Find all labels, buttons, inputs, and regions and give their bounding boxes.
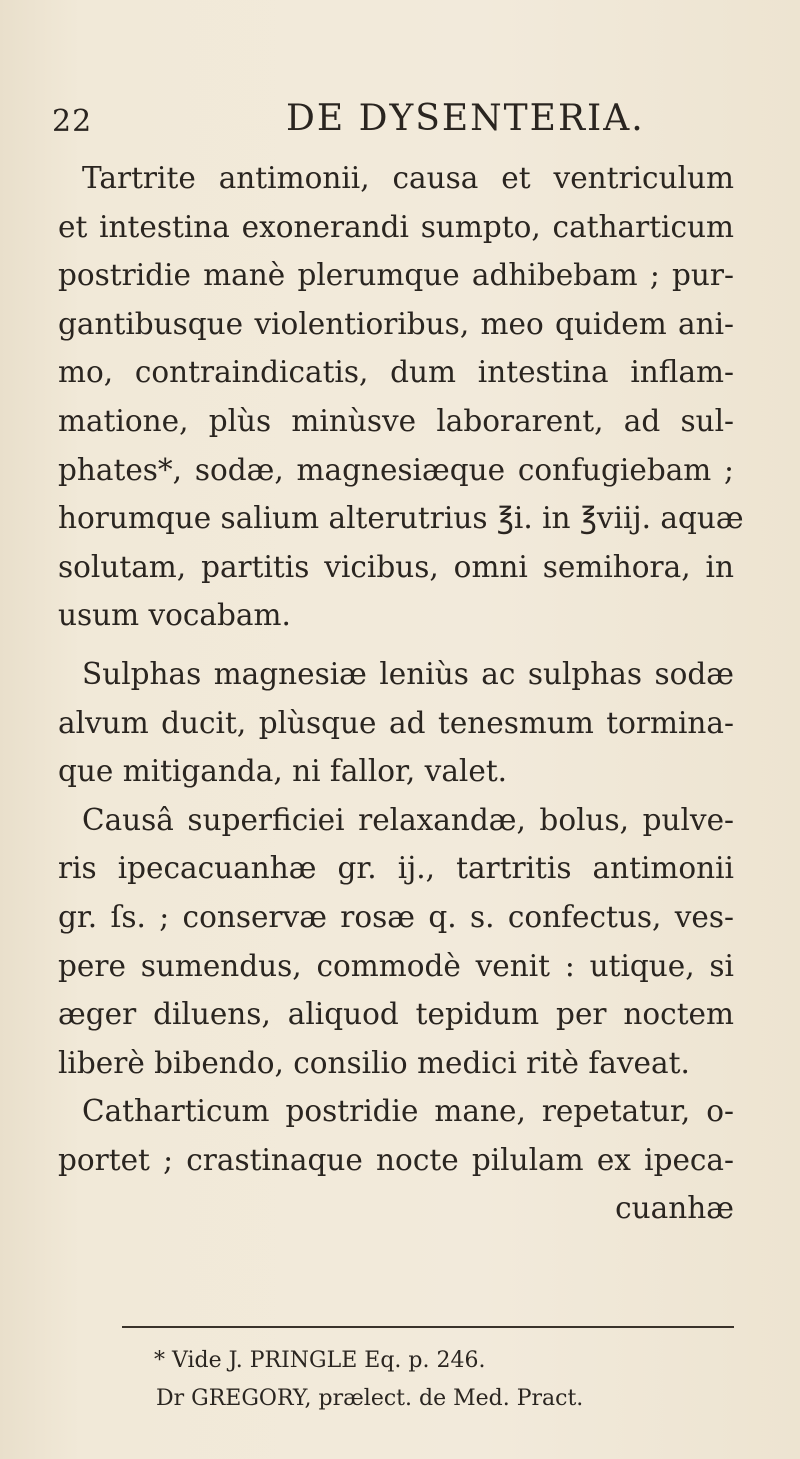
text-line: ris ipecacuanhæ gr. ij., tartritis antimonii <box>58 851 734 886</box>
footnotes <box>154 1342 734 1418</box>
text-line: liberè bibendo, consilio medici ritè faveat. <box>58 1045 690 1080</box>
text-line: et intestina exonerandi sumpto, catharticum <box>58 209 734 244</box>
text-line: horumque salium alterutrius ℥i. in ℥viij. aquæ <box>58 501 744 536</box>
text-line: solutam, partitis vicibus, omni semihora, in <box>58 549 734 584</box>
text-line: æger diluens, aliquod tepidum per noctem <box>58 997 734 1032</box>
paragraph-gap <box>58 640 734 650</box>
paragraph-1 <box>58 154 744 640</box>
body-text <box>58 154 744 1233</box>
text-line: Causâ superficiei relaxandæ, bolus, pulve- <box>82 802 734 837</box>
footnote-rule <box>122 1326 734 1328</box>
text-line: pere sumendus, commodè venit : utique, si <box>58 948 734 983</box>
footnote-line: Dr GREGORY, prælect. de Med. Pract. <box>156 1386 584 1411</box>
text-line: phates*, sodæ, magnesiæque confugiebam ; <box>58 452 734 487</box>
text-line: usum vocabam. <box>58 598 291 633</box>
text-line: que mitiganda, ni fallor, valet. <box>58 754 508 789</box>
paragraph-4 <box>58 1087 734 1233</box>
text-line: gr. ſs. ; conservæ rosæ q. s. confectus, ves- <box>58 899 734 934</box>
text-line: gantibusque violentioribus, meo quidem ani- <box>58 306 734 341</box>
text-line: Sulphas magnesiæ leniùs ac sulphas sodæ <box>82 656 734 691</box>
text-line: Catharticum postridie mane, repetatur, o- <box>82 1094 734 1129</box>
paragraph-2 <box>58 650 734 796</box>
catchword: cuanhæ <box>615 1191 734 1226</box>
text-line: mo, contraindicatis, dum intestina inflam- <box>58 355 734 390</box>
text-line: postridie manè plerumque adhibebam ; pur- <box>58 258 734 293</box>
text-line: portet ; crastinaque nocte pilulam ex ipeca- <box>58 1142 734 1177</box>
footnote-line: * Vide J. PRINGLE Eq. p. 246. <box>154 1348 486 1373</box>
text-line: alvum ducit, plùsque ad tenesmum tormina- <box>58 705 734 740</box>
paragraph-3 <box>58 796 734 1088</box>
running-title: DE DYSENTERIA. <box>286 98 645 139</box>
page-number: 22 <box>52 104 93 139</box>
text-line: matione, plùs minùsve laborarent, ad sul- <box>58 403 734 438</box>
text-line: Tartrite antimonii, causa et ventriculum <box>82 161 734 195</box>
page-header <box>0 98 800 148</box>
